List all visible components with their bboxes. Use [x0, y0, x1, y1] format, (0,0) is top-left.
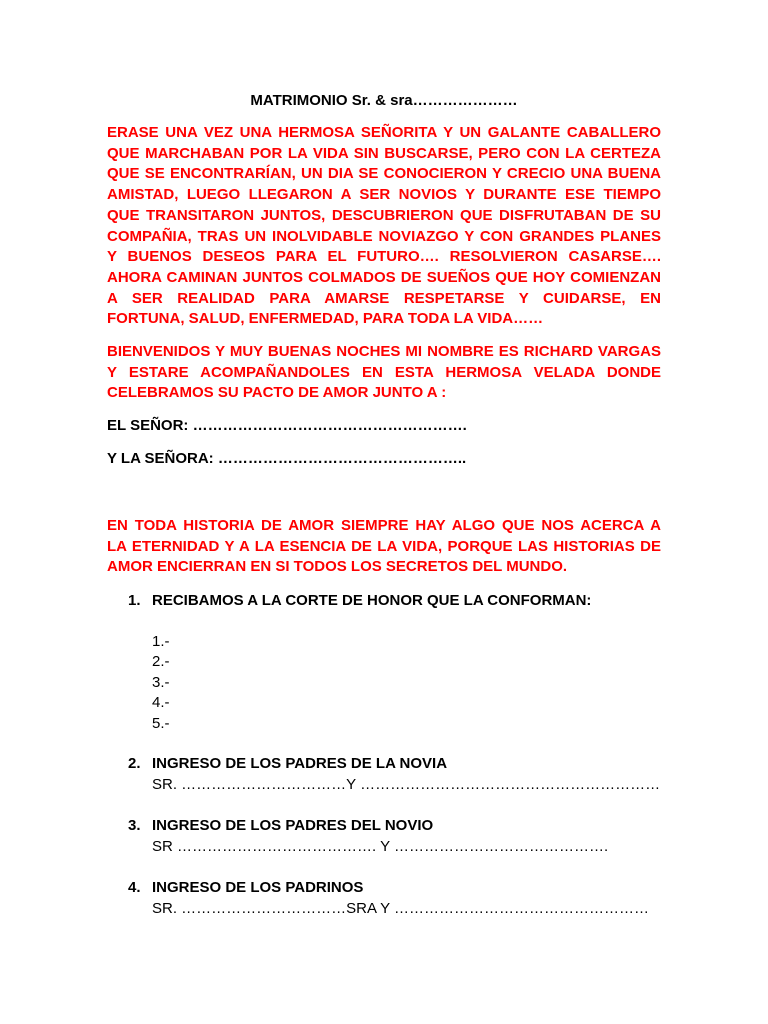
- welcome-paragraph: [107, 342, 661, 404]
- list-item-text: INGRESO DE LOS PADRES DE LA NOVIA: [152, 755, 448, 772]
- love-story-line: EN TODA HISTORIA DE AMOR SIEMPRE HAY ALGO QUE NOS ACERCA A: [107, 517, 661, 534]
- love-story-line: AMOR ENCIERRAN EN SI TODOS LOS SECRETOS DEL MUNDO.: [107, 558, 568, 576]
- welcome-line: CELEBRAMOS SU PACTO DE AMOR JUNTO A :: [107, 384, 447, 402]
- intro-line: Y BUENOS DESEOS PARA EL FUTURO…. RESOLVIERON CASARSE….: [107, 248, 661, 266]
- intro-line: QUE TRANSITARON JUNTOS, DESCUBRIERON QUE DISFRUTABAN DE SU: [107, 206, 661, 224]
- list-item-text: RECIBAMOS A LA CORTE DE HONOR QUE LA CONFORMAN:: [152, 592, 592, 609]
- intro-line: A SER REALIDAD PARA AMARSE RESPETARSE Y CUIDARSE, EN: [107, 289, 661, 307]
- intro-line: QUE SE ENCONTRARÍAN, UN DIA SE CONOCIERON Y CRECIO UNA BUENA: [107, 165, 661, 183]
- bride-parents-names: SR. ……………………………Y ……………………………………………………: [152, 776, 661, 793]
- welcome-line: BIENVENIDOS Y MUY BUENAS NOCHES MI NOMBRE ES RICHARD VARGAS: [107, 343, 661, 360]
- list-item: [128, 879, 363, 896]
- list-item-number: 4.: [128, 879, 141, 896]
- list-item-number: 3.: [128, 817, 141, 834]
- court-list-item: 5.-: [152, 715, 170, 732]
- intro-line: AHORA CAMINAN JUNTOS COLMADOS DE SUEÑOS QUE HOY COMIENZAN: [107, 268, 661, 286]
- love-story-paragraph: [107, 516, 661, 578]
- intro-paragraph: [107, 123, 661, 330]
- groom-parents-names: SR …………………………………. Y …………………………………….: [152, 838, 609, 855]
- intro-line: AMISTAD, LUEGO LLEGARON A SER NOVIOS Y DURANTE ESE TIEMPO: [107, 186, 661, 204]
- list-item-text: INGRESO DE LOS PADRES DEL NOVIO: [152, 817, 434, 834]
- groom-line: EL SEÑOR: ……………………………………………….: [107, 417, 467, 434]
- intro-line: ERASE UNA VEZ UNA HERMOSA SEÑORITA Y UN GALANTE CABALLERO: [107, 124, 661, 141]
- intro-line: COMPAÑIA, TRAS UN INOLVIDABLE NOVIAZGO Y CON GRANDES PLANES: [107, 227, 661, 245]
- love-story-line: LA ETERNIDAD Y A LA ESENCIA DE LA VIDA, PORQUE LAS HISTORIAS DE: [107, 537, 661, 555]
- welcome-line: Y ESTARE ACOMPAÑANDOLES EN ESTA HERMOSA VELADA DONDE: [107, 363, 661, 381]
- court-list-item: 4.-: [152, 694, 170, 711]
- court-list-item: 3.-: [152, 674, 170, 691]
- court-list-item: 2.-: [152, 653, 170, 670]
- court-list-item: 1.-: [152, 633, 170, 650]
- intro-line: FORTUNA, SALUD, ENFERMEDAD, PARA TODA LA VIDA……: [107, 310, 544, 328]
- list-item: [128, 592, 591, 609]
- list-item: [128, 817, 433, 834]
- list-item-number: 1.: [128, 592, 141, 609]
- list-item-text: INGRESO DE LOS PADRINOS: [152, 879, 364, 896]
- list-item: [128, 755, 447, 772]
- intro-line: QUE MARCHABAN POR LA VIDA SIN BUSCARSE, PERO CON LA CERTEZA: [107, 144, 661, 162]
- document-title: MATRIMONIO Sr. & sra…………………: [250, 92, 518, 109]
- godparents-names: SR. ……………………………SRA Y ……………………………………………: [152, 900, 649, 917]
- bride-line: Y LA SEÑORA: …………………………………………..: [107, 450, 467, 467]
- list-item-number: 2.: [128, 755, 141, 772]
